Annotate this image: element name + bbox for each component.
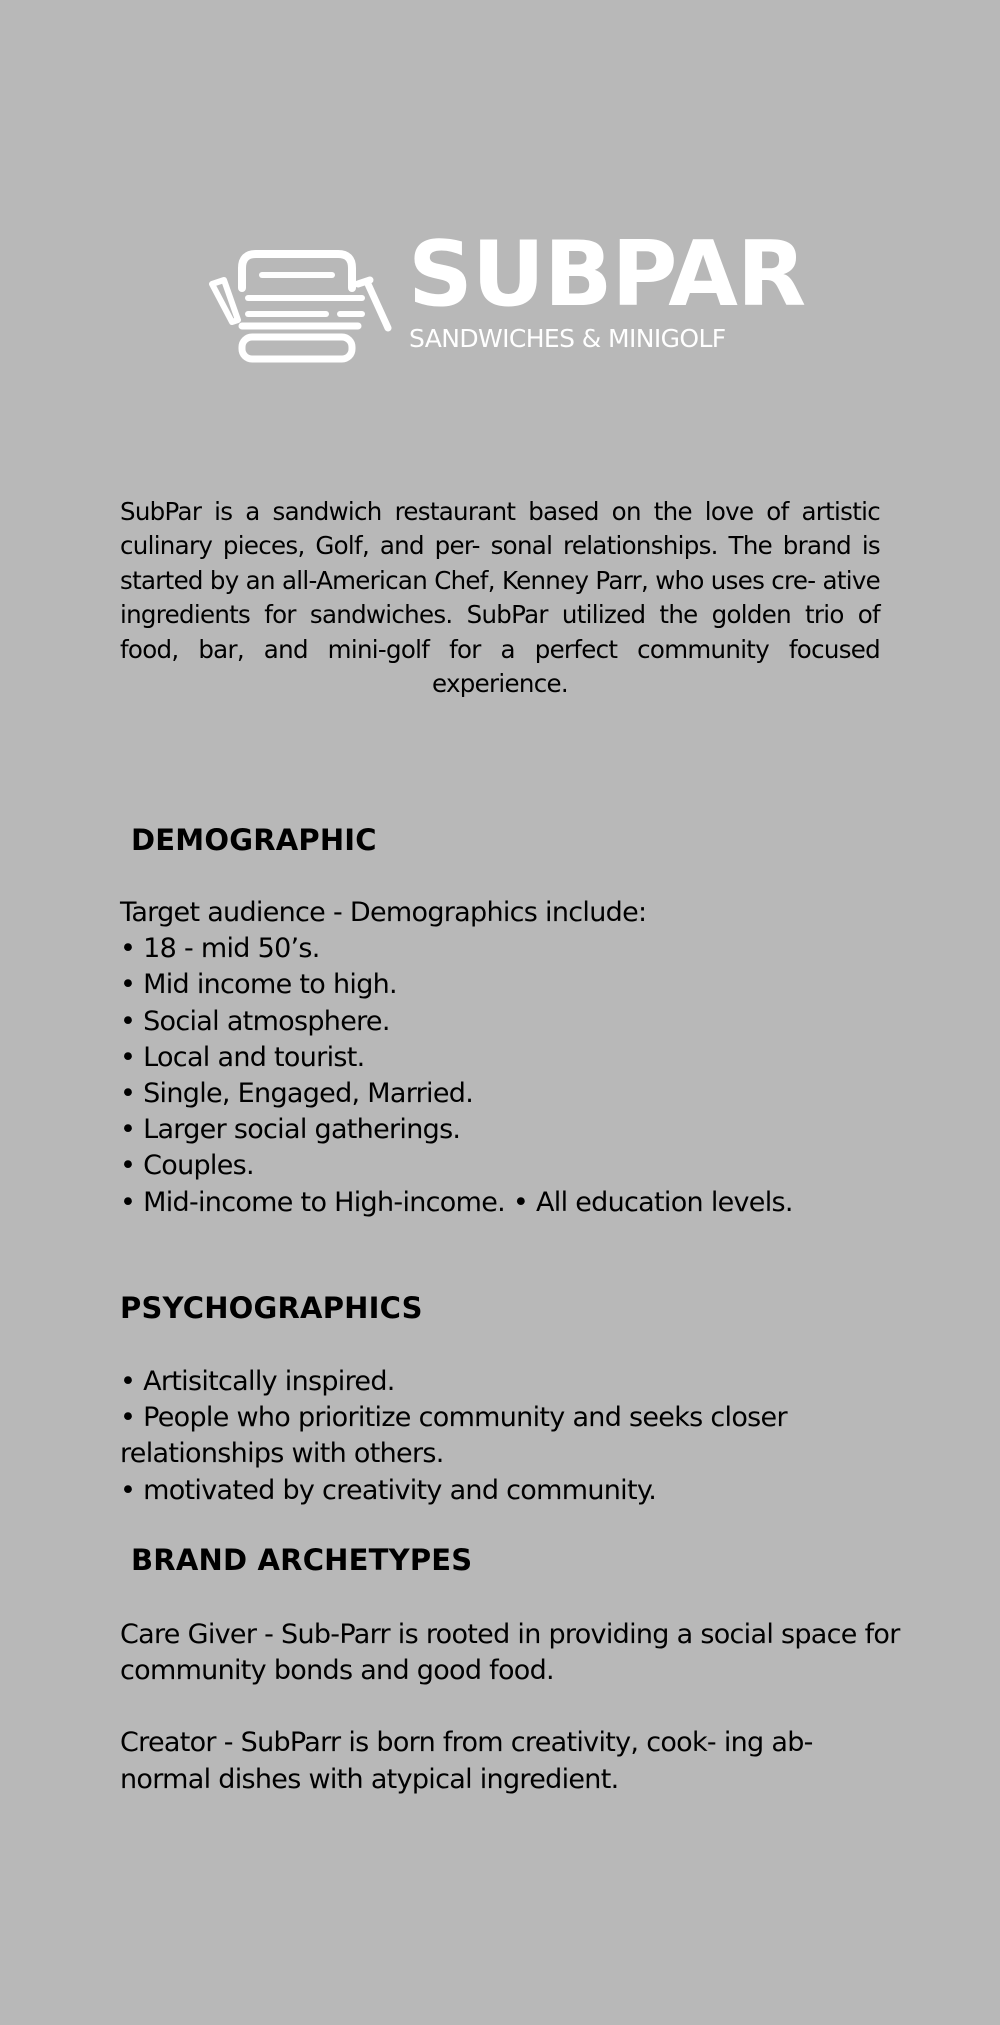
list-item: • motivated by creativity and community. <box>120 1474 657 1506</box>
sandwich-golf-club-icon <box>208 244 398 364</box>
archetype-care-giver: Care Giver - Sub-Parr is rooted in providing a social space for community bonds and good food. <box>120 1619 900 1687</box>
list-item: • Single, Engaged, Married. <box>120 1078 474 1110</box>
list-item: • Social atmosphere. <box>120 1005 390 1037</box>
list-item: • Couples. <box>120 1150 254 1182</box>
archetype-creator: Creator - SubParr is born from creativity, cook- ing ab- normal dishes with atypical ingredient. <box>120 1727 813 1795</box>
list-item: • Mid-income to High-income. • All education levels. <box>120 1186 793 1218</box>
brand-tagline: SANDWICHES & MINIGOLF <box>409 324 726 353</box>
demographic-list <box>120 895 940 1221</box>
brand-wordmark: SUBPAR <box>408 222 806 327</box>
list-item: • Larger social gatherings. <box>120 1114 461 1146</box>
archetypes-text <box>120 1617 910 1798</box>
brand-intro: SubPar is a sandwich restaurant based on the love of artistic culinary pieces, Golf, and per- sonal relationships. The brand is started by an all-American Chef, Kenney Parr, who uses cre- ative ingredients for sandwiches. SubPar utilized the golden trio of food, bar, and mini-golf for a perfect community focused experience. <box>120 496 880 699</box>
archetypes-heading: BRAND ARCHETYPES <box>131 1543 473 1577</box>
list-item: • People who prioritize community and seeks closer relationships with others. <box>120 1402 787 1470</box>
list-item: • Local and tourist. <box>120 1041 365 1073</box>
list-item: • Artisitcally inspired. <box>120 1366 395 1397</box>
psychographics-heading: PSYCHOGRAPHICS <box>120 1291 423 1325</box>
demographic-heading: DEMOGRAPHIC <box>131 823 377 857</box>
list-item: Target audience - Demographics include: <box>120 897 647 928</box>
list-item: • 18 - mid 50’s. <box>120 933 320 965</box>
psychographics-list <box>120 1364 940 1509</box>
list-item: • Mid income to high. <box>120 969 397 1001</box>
subpar-logo <box>208 222 808 366</box>
